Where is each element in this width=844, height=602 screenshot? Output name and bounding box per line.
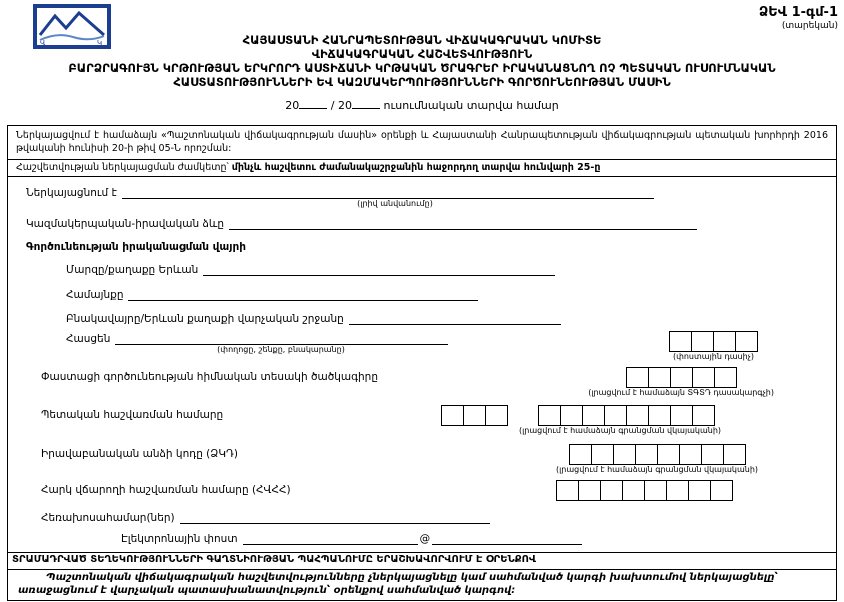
address-left	[26, 331, 448, 355]
code-box-cell[interactable]	[538, 405, 561, 426]
activity-code-boxes	[588, 367, 774, 388]
deadline-note	[8, 160, 836, 177]
tin-boxes	[556, 480, 733, 501]
armstat-logo	[33, 4, 111, 49]
code-box-cell[interactable]	[723, 444, 746, 465]
code-box-cell[interactable]	[560, 405, 583, 426]
state-registration-row	[26, 405, 826, 436]
region-input-line[interactable]	[203, 262, 555, 276]
code-box-cell[interactable]	[735, 331, 758, 352]
region-row	[26, 262, 826, 276]
year-suffix: ուսումնական տարվա համար	[383, 99, 559, 112]
year-mid: / 20	[330, 99, 352, 112]
postal-code-caption: (փոստային դասիչ)	[672, 351, 755, 361]
academic-year-line	[0, 96, 844, 113]
code-box-cell[interactable]	[648, 367, 671, 388]
code-box-cell[interactable]	[441, 405, 464, 426]
code-box-cell[interactable]	[582, 405, 605, 426]
deadline-prefix: Հաշվետվության ներկայացման ժամկետը՝	[16, 161, 229, 173]
code-box-cell[interactable]	[635, 444, 658, 465]
community-input-line[interactable]	[128, 287, 478, 301]
phone-label: Հեռախոսահամար(ներ)	[41, 511, 175, 524]
code-box-cell[interactable]	[613, 444, 636, 465]
year-end-input[interactable]	[352, 96, 380, 109]
form-fields	[8, 177, 836, 545]
form-body	[7, 125, 837, 601]
legal-entity-code-label: Իրավաբանական անձի կոդը (ՁԿԴ)	[41, 447, 239, 460]
state-registration-boxes	[441, 405, 721, 426]
presented-by-input-line[interactable]	[122, 185, 654, 199]
activity-code-block	[588, 367, 774, 398]
form-header	[0, 0, 844, 113]
report-type-title: ՎԻՃԱԿԱԳՐԱԿԱՆ ՀԱՇՎԵՏՎՈՒԹՅՈՒՆ	[311, 47, 533, 61]
code-box-cell[interactable]	[691, 331, 714, 352]
code-box-cell[interactable]	[578, 480, 601, 501]
code-box-cell[interactable]	[463, 405, 486, 426]
phone-input-line[interactable]	[180, 510, 490, 524]
address-label: Հասցեն	[66, 332, 111, 345]
state-registration-boxes-group2	[538, 405, 715, 426]
legal-basis-note: Ներկայացվում է համաձայն «Պաշտոնական վիճակագրության մասին» օրենքի և Հայաստանի Հանրապետության վիճակագրության պետական խորհրդի 2016 թվականի հունիսի 20-ի թիվ 05-Ն որոշման:	[8, 126, 836, 160]
code-box-cell[interactable]	[604, 405, 627, 426]
address-input-line[interactable]	[115, 331, 448, 345]
legal-entity-code-block	[556, 444, 758, 475]
presented-by-label: Ներկայացնում է	[26, 186, 117, 199]
code-box-cell[interactable]	[669, 331, 692, 352]
tin-label: Հարկ վճարողի հաշվառման համարը (ՀՎՀՀ)	[41, 483, 291, 496]
activity-code-row	[26, 367, 826, 398]
armstat-logo-graphic	[33, 4, 111, 49]
state-registration-boxes-group1	[441, 405, 508, 426]
code-box-cell[interactable]	[657, 444, 680, 465]
email-domain-input-line[interactable]	[432, 531, 582, 545]
email-row	[26, 531, 826, 545]
code-box-cell[interactable]	[600, 480, 623, 501]
code-box-cell[interactable]	[591, 444, 614, 465]
year-start-input[interactable]	[299, 96, 327, 109]
community-label: Համայնքը	[66, 288, 124, 301]
legal-form-label: Կազմակերպական-իրավական ձևը	[26, 217, 225, 230]
state-registration-label: Պետական հաշվառման համարը	[41, 408, 224, 421]
code-box-cell[interactable]	[714, 367, 737, 388]
postal-code-block	[669, 331, 758, 362]
code-box-cell[interactable]	[626, 367, 649, 388]
svg-text:Վ: Վ	[40, 39, 46, 47]
svg-text:Կ: Կ	[97, 39, 103, 47]
code-box-cell[interactable]	[569, 444, 592, 465]
code-box-cell[interactable]	[670, 405, 693, 426]
subject-title-line2: ՀԱՍՏԱՏՈՒԹՅՈՒՆՆԵՐԻ ԵՎ ԿԱԶՄԱԿԵՐՊՈՒԹՅՈՒՆՆԵՐԻ ԳՈՐԾՈՒՆԵՈՒԹՅԱՆ ՄԱՍԻՆ	[173, 75, 671, 89]
code-box-cell[interactable]	[688, 480, 711, 501]
activity-location-heading: Գործունեության իրականացման վայրի	[26, 240, 246, 253]
code-box-cell[interactable]	[648, 405, 671, 426]
legal-form-input-line[interactable]	[229, 216, 697, 230]
legal-form-row	[26, 216, 826, 230]
form-code-block	[759, 6, 838, 31]
form-periodicity: (տարեկան)	[781, 20, 838, 31]
code-box-cell[interactable]	[692, 405, 715, 426]
deadline-date: մինչև հաշվետու ժամանակաշրջանին հաջորդող տարվա հունվարի 25-ը	[231, 161, 601, 173]
code-box-cell[interactable]	[666, 480, 689, 501]
email-label: Էլեկտրոնային փոստ	[121, 532, 238, 545]
address-row	[26, 331, 826, 362]
address-caption: (փողոցը, շենքը, բնակարանը)	[217, 344, 345, 354]
code-box-cell[interactable]	[679, 444, 702, 465]
state-registration-box-gap	[508, 405, 538, 426]
code-box-cell[interactable]	[626, 405, 649, 426]
committee-title: ՀԱՅԱՍՏԱՆԻ ՀԱՆՐԱՊԵՏՈՒԹՅԱՆ ՎԻՃԱԿԱԳՐԱԿԱՆ ԿՈՄԻՏԵ	[242, 33, 602, 47]
postal-code-boxes	[669, 331, 758, 352]
legal-entity-code-row	[26, 444, 826, 475]
email-at-sign: @	[419, 532, 431, 545]
code-box-cell[interactable]	[710, 480, 733, 501]
form-code: ՁԵՎ 1-գմ-1	[758, 5, 838, 20]
settlement-row	[26, 311, 826, 325]
liability-warning: Պաշտոնական վիճակագրական հաշվետվությունները չներկայացնելը կամ սահմանված կարգի խախտումով ներկայացնելը՝ առաջացնում է վարչական պատասխանատվություն՝ օրենքով սահմանված կարգով:	[18, 572, 778, 596]
code-box-cell[interactable]	[644, 480, 667, 501]
region-label: Մարզը/քաղաքը Երևան	[66, 263, 199, 276]
settlement-label: Բնակավայրը/Երևան քաղաքի վարչական շրջանը	[66, 312, 344, 325]
state-registration-caption: (լրացվում է համաձայն գրանցման վկայականի)	[519, 425, 722, 435]
year-prefix: 20	[285, 99, 300, 112]
code-box-cell[interactable]	[713, 331, 736, 352]
activity-code-caption: (լրացվում է համաձայն ՏԳՏԴ դասակարգչի)	[588, 387, 774, 397]
subject-title-line1: ԲԱՐՁՐԱԳՈՒՅՆ ԿՐԹՈՒԹՅԱՆ ԵՐԿՐՈՐԴ ԱՍՏԻՃԱՆԻ ԿՐԹԱԿԱՆ ԾՐԱԳՐԵՐ ԻՐԱԿԱՆԱՑՆՈՂ ՈՉ ՊԵՏԱԿԱՆ ՈՒՍՈՒՄՆԱԿԱՆ	[68, 61, 776, 75]
code-box-cell[interactable]	[622, 480, 645, 501]
activity-code-label: Փաստացի գործունեության հիմնական տեսակի ծածկագիրը	[41, 370, 378, 383]
code-box-cell[interactable]	[556, 480, 579, 501]
settlement-input-line[interactable]	[349, 311, 561, 325]
address-line	[26, 331, 448, 345]
state-registration-block	[441, 405, 721, 436]
code-box-cell[interactable]	[485, 405, 508, 426]
tin-row	[26, 480, 826, 501]
email-local-input-line[interactable]	[243, 531, 418, 545]
confidentiality-bar: ՏՐԱՄԱԴՐՎԱԾ ՏԵՂԵԿՈՒԹՅՈՒՆՆԵՐԻ ԳԱՂՏՆԻՈՒԹՅԱՆ ՊԱՀՊԱՆՈՒՄԸ ԵՐԱՇԽԱՎՈՐՎՈՒՄ Է ՕՐԵՆՔՈՎ	[8, 552, 836, 570]
code-box-cell[interactable]	[701, 444, 724, 465]
presented-by-row	[26, 185, 826, 199]
community-row	[26, 287, 826, 301]
code-box-cell[interactable]	[692, 367, 715, 388]
legal-entity-code-boxes	[556, 444, 758, 465]
phone-row	[26, 510, 826, 524]
legal-entity-code-caption: (լրացվում է համաձայն գրանցման վկայականի)	[556, 464, 759, 474]
presented-by-caption: (լրիվ անվանումը)	[357, 198, 433, 208]
code-box-cell[interactable]	[670, 367, 693, 388]
